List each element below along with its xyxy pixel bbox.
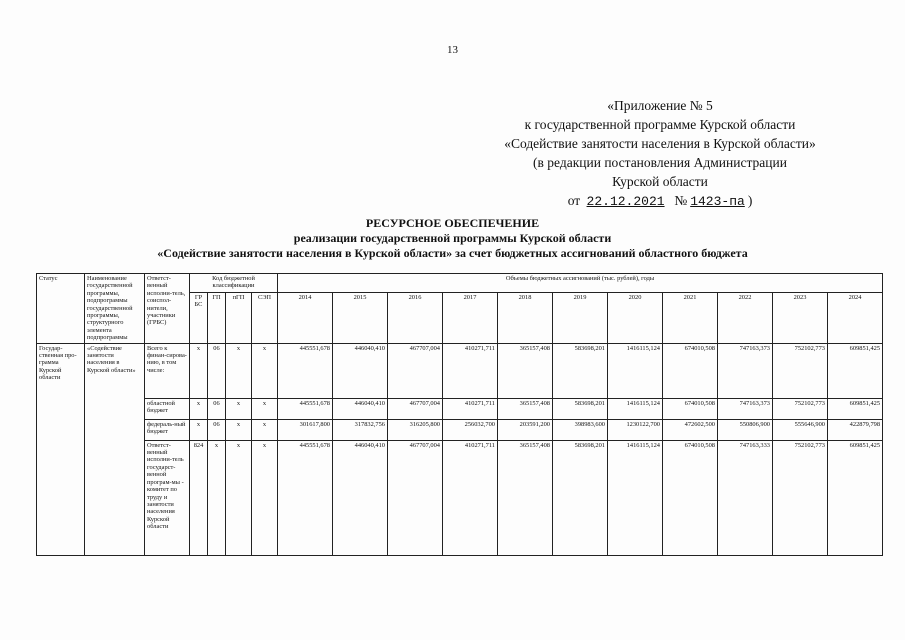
- value-cell: 365157,408: [498, 343, 553, 398]
- value-cell: 410271,711: [443, 343, 498, 398]
- value-cell: 472602,500: [663, 419, 718, 440]
- header-year: 2018: [498, 292, 553, 343]
- value-cell: 674010,508: [663, 398, 718, 419]
- table-row: [37, 343, 883, 398]
- value-cell: 316205,800: [388, 419, 443, 440]
- value-cell: 609851,425: [828, 440, 883, 555]
- header-year: 2014: [278, 292, 333, 343]
- value-cell: 1230122,700: [608, 419, 663, 440]
- pgp-cell: х: [226, 398, 252, 419]
- value-cell: 752102,773: [773, 343, 828, 398]
- value-cell: 752102,773: [773, 440, 828, 555]
- pgp-cell: х: [226, 440, 252, 555]
- header-sep: СЭП: [252, 292, 278, 343]
- value-cell: 467707,004: [388, 343, 443, 398]
- value-cell: 410271,711: [443, 440, 498, 555]
- value-cell: 446040,410: [333, 440, 388, 555]
- number-label: №: [674, 193, 688, 208]
- resolution-number: 1423-па: [690, 194, 745, 209]
- value-cell: 747163,333: [718, 440, 773, 555]
- header-year: 2021: [663, 292, 718, 343]
- header-codes: Код бюджетной классификации: [190, 274, 278, 293]
- title-line-1: РЕСУРСНОЕ ОБЕСПЕЧЕНИЕ: [365, 216, 540, 230]
- table-row: [37, 419, 883, 440]
- value-cell: 365157,408: [498, 440, 553, 555]
- appendix-header: [470, 96, 850, 211]
- resource-table: [36, 273, 883, 556]
- executor-cell: федераль-ный бюджет: [145, 419, 190, 440]
- pgp-cell: х: [226, 419, 252, 440]
- executor-cell: Всего к финан-сирова-нию, в том числе:: [145, 343, 190, 398]
- executor-cell: Ответст-венный исполни-тель государст-венной програм-мы - комитет по труду и занятости населения Курской области: [145, 440, 190, 555]
- grbs-cell: х: [190, 343, 208, 398]
- sep-cell: х: [252, 343, 278, 398]
- value-cell: 445551,678: [278, 343, 333, 398]
- header-row-1: [37, 274, 883, 293]
- gp-cell: х: [208, 440, 226, 555]
- resolution-date-line: [470, 191, 850, 211]
- value-cell: 301617,800: [278, 419, 333, 440]
- header-executor: Ответст-венный исполни-тель, соиспол-нители, участники (ГРБС): [145, 274, 190, 344]
- header-grbs: ГР БС: [190, 292, 208, 343]
- header-volumes: Объемы бюджетных ассигнований (тыс. рублей), годы: [278, 274, 883, 293]
- value-cell: 446040,410: [333, 343, 388, 398]
- appendix-line-5: Курской области: [612, 174, 708, 189]
- closing-paren: ): [747, 193, 753, 208]
- sep-cell: х: [252, 440, 278, 555]
- header-year: 2023: [773, 292, 828, 343]
- sep-cell: х: [252, 419, 278, 440]
- header-year: 2022: [718, 292, 773, 343]
- grbs-cell: х: [190, 398, 208, 419]
- value-cell: 674010,508: [663, 440, 718, 555]
- value-cell: 203591,200: [498, 419, 553, 440]
- table-row: [37, 440, 883, 555]
- value-cell: 674010,508: [663, 343, 718, 398]
- page-number: 13: [447, 44, 458, 56]
- document-title: [0, 216, 905, 261]
- value-cell: 583698,201: [553, 440, 608, 555]
- value-cell: 445551,678: [278, 440, 333, 555]
- value-cell: 446040,410: [333, 398, 388, 419]
- value-cell: 422879,798: [828, 419, 883, 440]
- value-cell: 1416115,124: [608, 440, 663, 555]
- appendix-line-4: (в редакции постановления Администрации: [533, 155, 787, 170]
- value-cell: 747163,373: [718, 398, 773, 419]
- value-cell: 583698,201: [553, 398, 608, 419]
- value-cell: 467707,004: [388, 398, 443, 419]
- sep-cell: х: [252, 398, 278, 419]
- value-cell: 583698,201: [553, 343, 608, 398]
- value-cell: 752102,773: [773, 398, 828, 419]
- header-year: 2015: [333, 292, 388, 343]
- appendix-line-3: «Содействие занятости населения в Курской области»: [504, 136, 816, 151]
- value-cell: 467707,004: [388, 440, 443, 555]
- header-status: Статус: [37, 274, 85, 344]
- value-cell: 609851,425: [828, 343, 883, 398]
- header-year: 2019: [553, 292, 608, 343]
- appendix-line-1: «Приложение № 5: [607, 98, 713, 113]
- value-cell: 317832,756: [333, 419, 388, 440]
- value-cell: 555646,900: [773, 419, 828, 440]
- appendix-line-2: к государственной программе Курской области: [524, 117, 796, 132]
- grbs-cell: 824: [190, 440, 208, 555]
- value-cell: 1416115,124: [608, 398, 663, 419]
- value-cell: 365157,408: [498, 398, 553, 419]
- header-pgp: пГП: [226, 292, 252, 343]
- program-name-cell: «Содействие занятости населения в Курской области»: [85, 343, 145, 555]
- value-cell: 1416115,124: [608, 343, 663, 398]
- pgp-cell: х: [226, 343, 252, 398]
- resolution-date: 22.12.2021: [586, 194, 665, 209]
- gp-cell: 06: [208, 343, 226, 398]
- header-year: 2024: [828, 292, 883, 343]
- value-cell: 550806,900: [718, 419, 773, 440]
- table-row: [37, 398, 883, 419]
- status-cell: Государ-ственная про-грамма Курской области: [37, 343, 85, 555]
- value-cell: 445551,678: [278, 398, 333, 419]
- gp-cell: 06: [208, 398, 226, 419]
- value-cell: 398983,600: [553, 419, 608, 440]
- header-gp: ГП: [208, 292, 226, 343]
- header-year: 2017: [443, 292, 498, 343]
- grbs-cell: х: [190, 419, 208, 440]
- gp-cell: 06: [208, 419, 226, 440]
- value-cell: 410271,711: [443, 398, 498, 419]
- header-year: 2020: [608, 292, 663, 343]
- title-line-3: «Содействие занятости населения в Курской области» за счет бюджетных ассигнований областного бюджета: [157, 246, 748, 260]
- value-cell: 747163,373: [718, 343, 773, 398]
- header-name: Наименование государственной программы, подпрограммы государственной программы, структурного элемента подпрограммы: [85, 274, 145, 344]
- value-cell: 256032,700: [443, 419, 498, 440]
- from-label: от: [567, 193, 581, 208]
- title-line-2: реализации государственной программы Курской области: [293, 231, 612, 245]
- header-year: 2016: [388, 292, 443, 343]
- value-cell: 609851,425: [828, 398, 883, 419]
- executor-cell: областной бюджет: [145, 398, 190, 419]
